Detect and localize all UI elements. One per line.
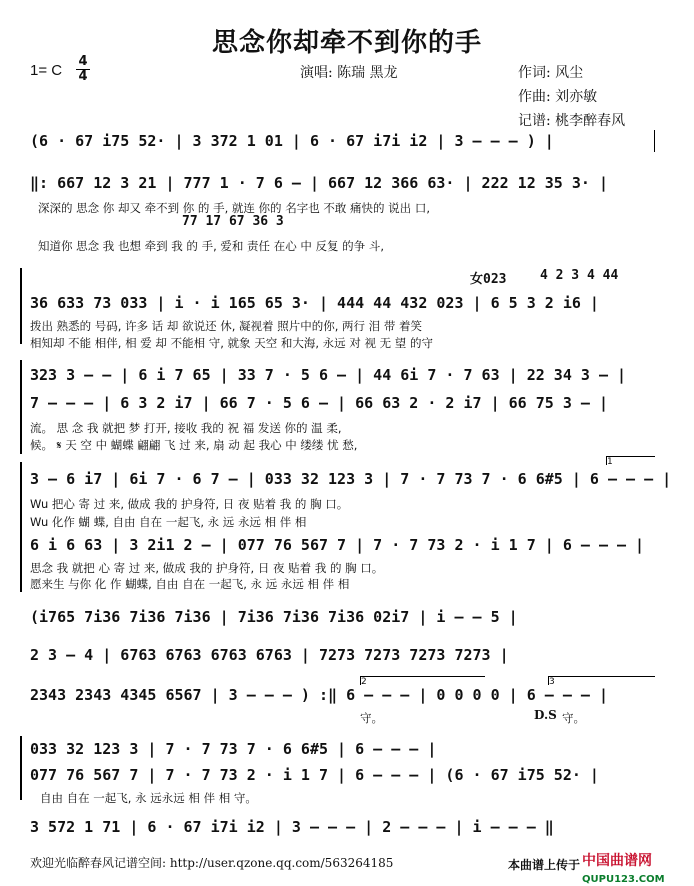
notes-line: (6 · 67 i75 52· | 3 372 1 01 | 6 · 67 i7i i2 | 3 – – – ) | (30, 132, 554, 150)
lyric-line: Wu 化作 蝴 蝶, 自由 自在 一起飞, 永 远 永远 相 伴 相 (30, 515, 307, 529)
notes-line: 323 3 – – | 6 i 7 65 | 33 7 · 5 6 – | 44 6i 7 · 7 63 | 22 34 3 – | (30, 366, 627, 384)
system-brace (20, 268, 25, 344)
lyric-line: Wu 把心 寄 过 来, 做成 我的 护身符, 日 夜 贴着 我 的 胸 口。 (30, 497, 349, 511)
notes-line: (i765 7i36 7i36 7i36 | 7i36 7i36 7i36 02i7 | i – – 5 | (30, 608, 518, 626)
meter-top: 4 (78, 54, 88, 69)
lyric-line: 守。 (360, 711, 383, 725)
transcriber-credit: 记谱: 桃李醉春风 (518, 113, 626, 129)
notes-line: 7 – – – | 6 3 2 i7 | 66 7 · 5 6 – | 66 63 2 · 2 i7 | 66 75 3 – | (30, 394, 608, 412)
lyric-line: 思念 我 就把 心 寄 过 来, 做成 我的 护身符, 日 夜 贴着 我 的 胸 口。 (30, 561, 384, 575)
meter-bottom: 4 (78, 69, 88, 84)
notes-line: 2 3 – 4 | 6763 6763 6763 6763 | 7273 7273 7273 7273 | (30, 646, 509, 664)
lyricist-credit: 作词: 风尘 (518, 65, 584, 81)
system-brace (20, 736, 25, 800)
volta-label: 3 (549, 677, 555, 687)
lyric-line: 深深的 思念 你 却又 牵不到 你 的 手, 就连 你的 名字也 不敢 痛快的 说出 口, (38, 201, 430, 215)
notes-line: 033 32 123 3 | 7 · 7 73 7 · 6 6#5 | 6 – – – | (30, 740, 437, 758)
upload-credit: 本曲谱上传于 (508, 858, 581, 872)
upper-voice-notes: 4 2 3 4 44 (540, 268, 619, 283)
lyric-line: 愿来生 与你 化 作 蝴蝶, 自由 自在 一起飞, 永 远 永远 相 伴 相 (30, 577, 350, 591)
lyric-line: 相知却 不能 相伴, 相 爱 却 不能相 守, 就象 天空 和大海, 永远 对 视 无 望 的守 (30, 336, 433, 350)
lyric-line: 自由 自在 一起飞, 永 远永远 相 伴 相 守。 (40, 791, 257, 805)
lyric-line: 候。 𝄋 天 空 中 蝴蝶 翩翩 飞 过 来, 扇 动 起 我心 中 缕缕 忧 愁, (30, 438, 358, 452)
volta-label: 2 (361, 677, 367, 687)
alt-notes-line: 77 17 67 36 3 (182, 214, 284, 229)
time-signature (76, 56, 90, 83)
notes-line: 6 i 6 63 | 3 2i1 2 – | 077 76 567 7 | 7 · 7 73 2 · i 1 7 | 6 – – – | (30, 536, 645, 554)
lyric-line: 流。 思 念 我 就把 梦 打开, 接收 我的 祝 福 发送 你的 温 柔, (30, 421, 342, 435)
pickup-notes: 女023 (470, 272, 507, 287)
notes-line: 2343 2343 4345 6567 | 3 – – – ) :‖ 6 – – – | 0 0 0 0 | 6 – – – | (30, 686, 608, 704)
notes-line: 077 76 567 7 | 7 · 7 73 2 · i 1 7 | 6 – – – | (6 · 67 i75 52· | (30, 766, 599, 784)
logo-domain: QUPU123.COM (582, 874, 665, 885)
composer-credit: 作曲: 刘亦敏 (518, 89, 598, 105)
system-brace (20, 462, 25, 592)
dal-segno-mark: D.S (534, 708, 557, 722)
volta-bracket (360, 676, 485, 685)
notes-line: 36 633 73 033 | i · i 165 65 3· | 444 44 432 023 | 6 5 3 2 i6 | (30, 294, 599, 312)
singers-credit: 演唱: 陈瑞 黑龙 (300, 65, 398, 81)
notes-line: 3 – 6 i7 | 6i 7 · 6 7 – | 033 32 123 3 | 7 · 7 73 7 · 6 6#5 | 6 – – – | (30, 470, 672, 488)
logo-text: 中国曲谱网 (582, 853, 652, 869)
volta-bracket (548, 676, 655, 685)
footer-website-text: 欢迎光临醉春风记谱空间: http://user.qzone.qq.com/563264185 (30, 856, 394, 870)
key-signature: 1= C (30, 62, 63, 79)
lyric-line: 拨出 熟悉的 号码, 许多 话 却 欲说还 休, 凝视着 照片中的你, 两行 泪 带 着笑 (30, 319, 422, 333)
site-logo (582, 850, 665, 886)
notes-line: 3 572 1 71 | 6 · 67 i7i i2 | 3 – – – | 2 – – – | i – – – ‖ (30, 818, 554, 836)
system-brace (20, 360, 25, 454)
lyric-line: 守。 (562, 711, 585, 725)
volta-bracket: 1 (606, 456, 655, 465)
barline (654, 130, 655, 152)
song-title: 思念你却牵不到你的手 (211, 28, 482, 58)
notes-line: ‖: 667 12 3 21 | 777 1 · 7 6 – | 667 12 366 63· | 222 12 35 3· | (30, 174, 608, 192)
lyric-line: 知道你 思念 我 也想 牵到 我 的 手, 爱和 责任 在心 中 反复 的争 斗, (38, 239, 384, 253)
